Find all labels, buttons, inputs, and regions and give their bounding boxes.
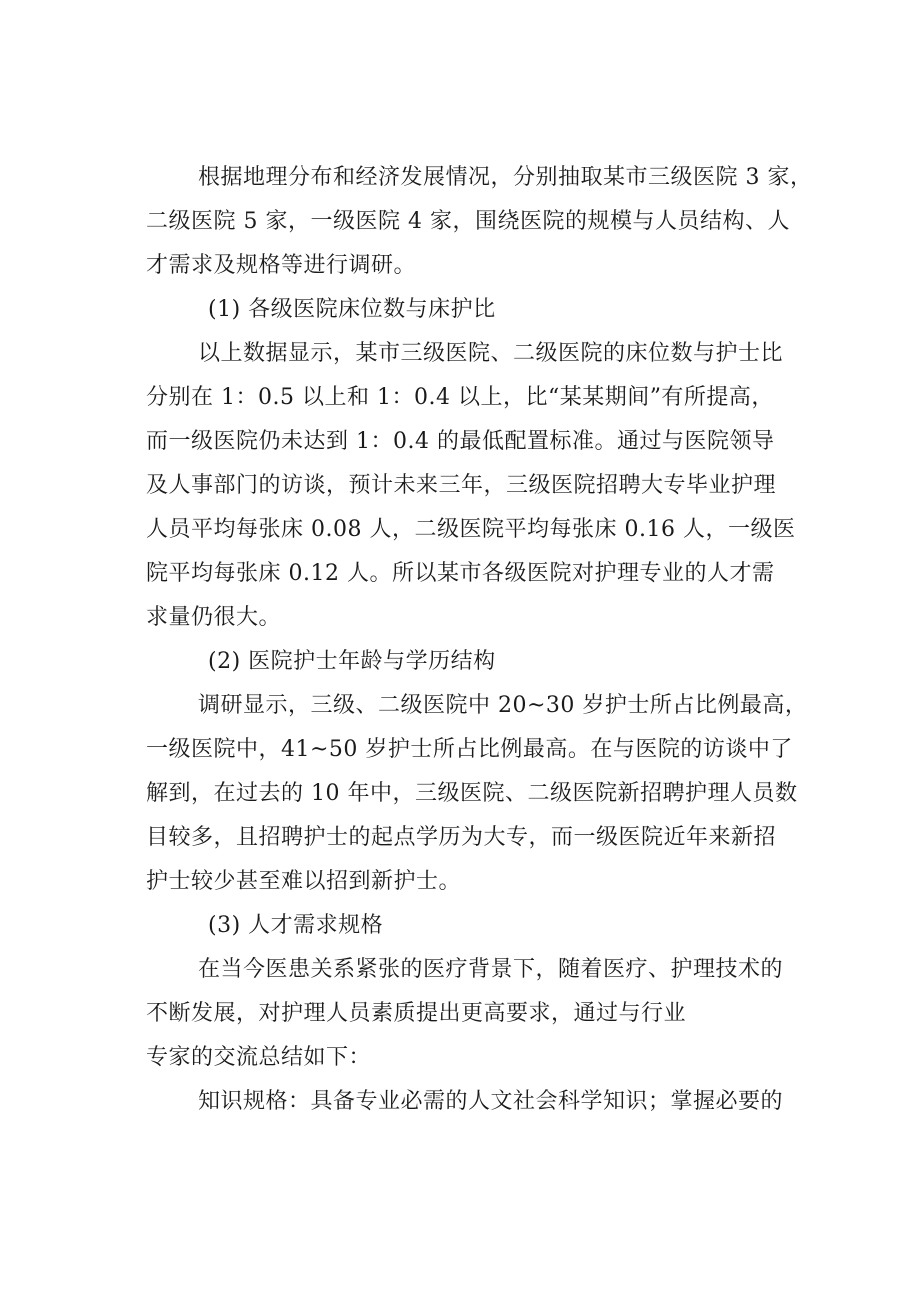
paragraph-2-line-7: 求量仍很大。 [146, 605, 282, 630]
paragraph-2-line-5: 人员平均每张床 0.08 人，二级医院平均每张床 0.16 人，一级医 [146, 517, 796, 542]
paragraph-4-line-1: 在当今医患关系紧张的医疗背景下，随着医疗、护理技术的 [198, 957, 784, 982]
paragraph-5-line-1: 知识规格：具备专业必需的人文社会科学知识；掌握必要的 [198, 1089, 784, 1114]
paragraph-1-line-3: 才需求及规格等进行调研。 [146, 253, 417, 278]
paragraph-4-line-3: 专家的交流总结如下： [146, 1045, 372, 1070]
paragraph-2-line-1: 以上数据显示，某市三级医院、二级医院的床位数与护士比 [198, 341, 784, 366]
paragraph-1-line-1: 根据地理分布和经济发展情况，分别抽取某市三级医院 3 家， [198, 165, 813, 190]
paragraph-2-line-6: 院平均每张床 0.12 人。所以某市各级医院对护理专业的人才需 [146, 561, 775, 586]
paragraph-1-line-2: 二级医院 5 家，一级医院 4 家，围绕医院的规模与人员结构、人 [146, 209, 790, 234]
section-heading-1: (1) 各级医院床位数与床护比 [208, 297, 496, 322]
section-heading-3: (3) 人才需求规格 [208, 913, 384, 938]
paragraph-3-line-4: 目较多，且招聘护士的起点学历为大专，而一级医院近年来新招 [146, 825, 777, 850]
paragraph-2-line-4: 及人事部门的访谈，预计未来三年，三级医院招聘大专毕业护理 [146, 473, 777, 498]
paragraph-2-line-2: 分别在 1：0.5 以上和 1：0.4 以上，比“某某期间”有所提高， [146, 385, 774, 410]
paragraph-3-line-2: 一级医院中，41~50 岁护士所占比例最高。在与医院的访谈中了 [146, 737, 793, 762]
paragraph-2-line-3: 而一级医院仍未达到 1：0.4 的最低配置标准。通过与医院领导 [146, 429, 775, 454]
paragraph-3-line-5: 护士较少甚至难以招到新护士。 [146, 869, 462, 894]
paragraph-3-line-3: 解到，在过去的 10 年中，三级医院、二级医院新招聘护理人员数 [146, 781, 798, 806]
section-heading-2: (2) 医院护士年龄与学历结构 [208, 649, 496, 674]
paragraph-4-line-2: 不断发展，对护理人员素质提出更高要求，通过与行业 [146, 1001, 687, 1026]
paragraph-3-line-1: 调研显示，三级、二级医院中 20~30 岁护士所占比例最高， [198, 693, 808, 718]
